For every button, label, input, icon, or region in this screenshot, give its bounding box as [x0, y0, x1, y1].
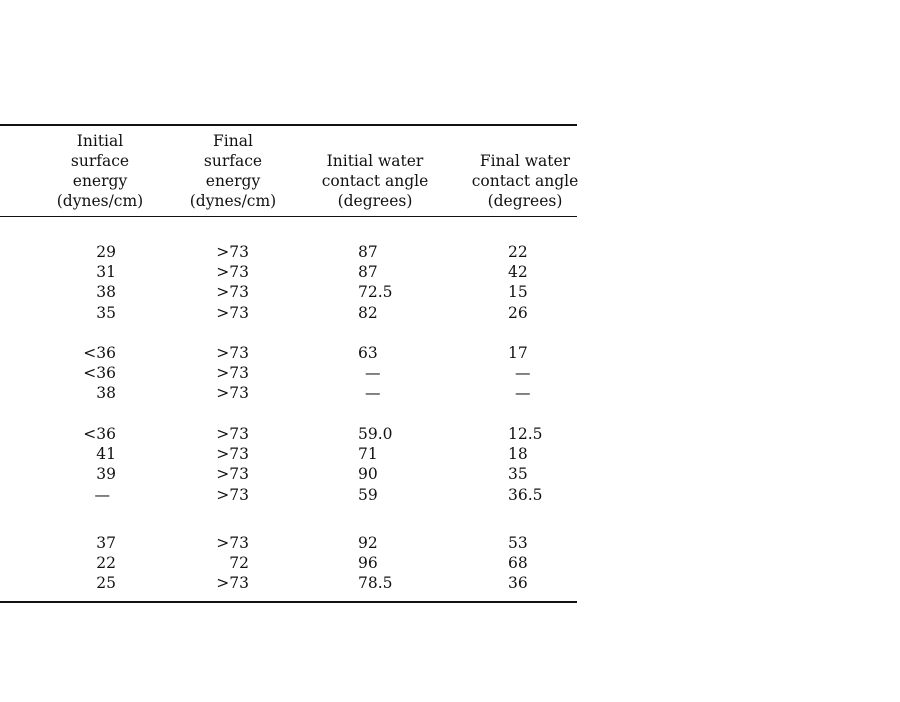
header-line: (degrees) — [337, 192, 413, 210]
table-cell: 35 — [508, 465, 528, 484]
table-cell: 82 — [358, 303, 378, 322]
header-line: surface — [70, 152, 130, 170]
table-cell: — — [515, 364, 531, 383]
header-line: contact angle — [471, 172, 579, 190]
table-cell: 42 — [508, 263, 528, 282]
table-cell: >73 — [216, 243, 249, 261]
table-cell: 53 — [508, 534, 528, 552]
table-cell: — — [94, 485, 110, 504]
table-cell: 87 — [358, 263, 378, 282]
table-cell: 15 — [508, 283, 528, 302]
table-cell: 36.5 — [508, 485, 543, 504]
table-cell: >73 — [216, 485, 249, 504]
table-cell: 25 — [96, 574, 116, 593]
table-cell: 29 — [96, 243, 116, 261]
header-line: Final — [213, 132, 253, 150]
table-cell: >73 — [216, 303, 249, 322]
table-cell: >73 — [216, 465, 249, 484]
table-cell: 87 — [358, 243, 378, 261]
table-cell: 38 — [96, 283, 116, 302]
table-cell: 63 — [358, 344, 378, 362]
header-line: energy — [205, 172, 261, 190]
table-bottom-rule — [0, 601, 577, 603]
header-line: Initial water — [326, 152, 424, 170]
header-line: (dynes/cm) — [189, 192, 277, 210]
table-cell: 26 — [508, 303, 528, 322]
table-cell: 39 — [96, 465, 116, 484]
table-cell: — — [515, 384, 531, 403]
table-top-rule — [0, 124, 577, 126]
table-cell: 31 — [96, 263, 116, 282]
table-cell: 71 — [358, 445, 378, 464]
table-cell: >73 — [216, 263, 249, 282]
table-cell: 59.0 — [358, 425, 393, 443]
table-cell: >73 — [216, 364, 249, 383]
table-cell: >73 — [216, 534, 249, 552]
header-final-surface-energy — [173, 131, 293, 211]
table-cell: 38 — [96, 384, 116, 403]
table-cell: 96 — [358, 554, 378, 573]
table-cell: 41 — [96, 445, 116, 464]
table-cell: 59 — [358, 485, 378, 504]
header-line: contact angle — [321, 172, 429, 190]
table-cell: 35 — [96, 303, 116, 322]
table-cell: >73 — [216, 283, 249, 302]
table-cell: 22 — [96, 554, 116, 573]
header-line: Initial — [76, 132, 124, 150]
table-cell: 18 — [508, 445, 528, 464]
table-cell: 17 — [508, 344, 528, 362]
table-cell: >73 — [216, 445, 249, 464]
table-cell: <36 — [83, 344, 116, 362]
table-cell: 92 — [358, 534, 378, 552]
header-line: (degrees) — [487, 192, 563, 210]
table-cell: >73 — [216, 384, 249, 403]
table-cell: — — [365, 384, 381, 403]
table-cell: <36 — [83, 425, 116, 443]
header-final-water-contact-angle — [460, 151, 590, 211]
header-line: surface — [203, 152, 263, 170]
table-cell: 12.5 — [508, 425, 543, 443]
table-cell: 36 — [508, 574, 528, 593]
table-header-rule — [0, 216, 577, 217]
table-cell: <36 — [83, 364, 116, 383]
table-cell: >73 — [216, 344, 249, 362]
table-cell: 72.5 — [358, 283, 393, 302]
table-cell: >73 — [216, 425, 249, 443]
table-cell: — — [365, 364, 381, 383]
table-cell: 72 — [229, 554, 249, 573]
header-line: energy — [72, 172, 128, 190]
table-cell: 37 — [96, 534, 116, 552]
table-cell: 68 — [508, 554, 528, 573]
table-cell: 78.5 — [358, 574, 393, 593]
header-line: (dynes/cm) — [56, 192, 144, 210]
header-line: Final water — [479, 152, 571, 170]
table-cell: >73 — [216, 574, 249, 593]
table-cell: 22 — [508, 243, 528, 261]
table-cell: 90 — [358, 465, 378, 484]
header-initial-surface-energy — [40, 131, 160, 211]
header-initial-water-contact-angle — [310, 151, 440, 211]
